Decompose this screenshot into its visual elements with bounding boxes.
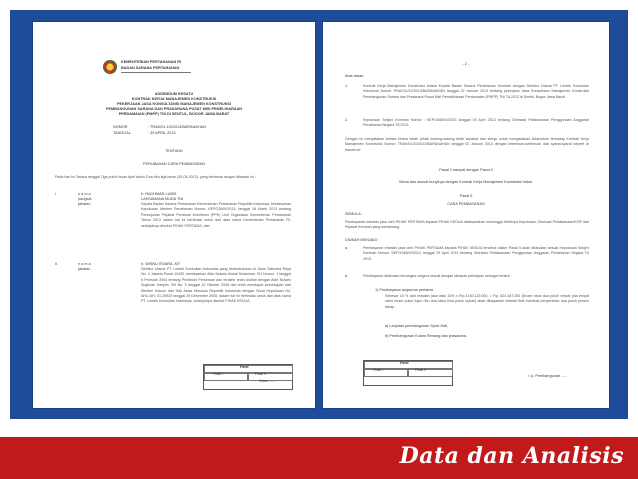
basis-item-2-number: 2. — [345, 118, 349, 122]
sama-text: Sama dan sesuai bunyinya dengan Kontrak Kerja Manajemen Konstruksi induk. — [398, 180, 534, 184]
party1-number: I. — [55, 192, 58, 196]
title-line-3: PEKERJAAN JASA KONSULTANSI MANAJEMEN KONSTRUKSI — [116, 102, 232, 106]
paraf-pihak2: Pihak II — [255, 372, 266, 376]
basis-item-2-text: Keputusan Sekjen Kemhan Nomor : KEP/1065/IV/2013 tanggal 29 April 2013 tentang Otorisasi Pelaksanaan Penggunaan Anggaran Pertahanan Negara TA 2013. — [363, 118, 589, 128]
banner-caption: Data dan Analisis — [399, 443, 624, 469]
diubah-label: DIUBAH MENJADI : — [345, 238, 380, 242]
party1-label-nama: n a m a — [78, 192, 91, 196]
pasal-5-heading: Pasal 5 — [459, 194, 473, 198]
document-page-2 — [323, 22, 609, 408]
installment-item-a: a) Lanjutan pembangunan Sport Hall, — [385, 324, 449, 328]
tanggal-value: : 30 APRIL 2013 — [148, 131, 176, 135]
page1-continuation: /Atas ....... — [259, 379, 277, 383]
page2-continuation: / c). Pembangunan ...... — [528, 374, 568, 378]
dengan-ini-paragraph: Dengan ini menyatakan bahwa kedua belah pihak masing-masing telah sepakat dan setuju untuk mengadakan Addendum terhadap Kontrak Kerja Manajemen Konstruksi Nomor: TRAK/01/10/2013/BARANAHAN tanggal 02 Januari 2013 dengan ketentuan-ketentuan dan syarat-syarat seperti di bawah ini: — [345, 137, 589, 152]
header-line-2: BADAN SARANA PERTAHANAN — [121, 66, 180, 70]
installment-1-heading: 1) Pembayaran angsuran pertama — [375, 288, 433, 292]
installment-item-b: b) Pembangunan Kolam Renang dan prasarana. — [385, 334, 467, 338]
party1-pangkat: LAKSAMANA MUDA TNI — [141, 197, 184, 201]
perubahan-heading: PERUBAHAN CARA PEMBAYARAN — [143, 162, 205, 166]
paraf-pihak2-page2: Pihak II — [415, 368, 426, 372]
party1-jabatan: Kepala Badan Sarana Pertahanan Kementerian Pertahanan Republik Indonesia, berdasarkan Keputusan Menteri Pertahanan Nomor: KEP/238/III/2013, tanggal 18 Maret 2013 tentang Penunjukan Pejabat Pembuat Komitmen (PPK) Unit Organisasi Kementerian Pertahanan Tahun 2013 dalam hal ini bertindak untuk dan atas nama Kementerian Pertahanan RI, selanjutnya disebut PIHAK PERTAMA, dan — [141, 202, 291, 228]
sub-item-a-number: a. — [345, 246, 349, 250]
paraf-pihak1: Pihak I — [213, 372, 223, 376]
title-line-4: PEMBANGUNAN SARANA DAN PRASARANA PUSAT MISI PEMELIHARAAN — [105, 107, 243, 111]
party2-nama: Ir. WISNU ISVARA, MT — [141, 262, 181, 266]
semula-label: SEMULA: — [345, 212, 362, 216]
paraf-pihak1-page2: Pihak I — [373, 368, 383, 372]
tanggal-label: TANGGAL — [113, 131, 131, 135]
party2-label-jabatan: jabatan — [78, 267, 91, 271]
party1-label-pangkat: pangkat — [78, 197, 92, 201]
paraf-header: Paraf — [240, 365, 249, 369]
sub-item-b-text: Pembayaran dilakukan berangsur-angsur sesuai dengan tahapan pekerjaan sebagai berikut : — [363, 274, 512, 278]
atas-dasar-label: Atas dasar : — [345, 74, 366, 78]
paraf-pihak1-cell-page2 — [364, 368, 409, 377]
semula-text: Pembayaran imbalan jasa oleh PIHAK PERTAMA kepada PIHAK KEDUA dilaksanakan menunggu terbitnya Keputusan Otorisasi Pelaksanaan/KOP dari Pejabat Kemhan yang berwenang. — [345, 220, 589, 230]
title-line-1: ADDENDUM KESATU — [154, 92, 194, 96]
paraf-header-page2: Paraf — [400, 361, 409, 365]
party1-nama: Ir. RACHMAD LUBIS — [141, 192, 177, 196]
document-page-1 — [33, 22, 315, 408]
party2-number: II. — [55, 262, 59, 266]
sub-item-b-number: b. — [345, 274, 349, 278]
party1-label-jabatan: jabatan — [78, 202, 91, 206]
page-number: - 2 - — [462, 62, 470, 66]
party2-jabatan: Direktur Utama PT. Lentek Konsultan Indonesia yang berkedudukan di Jalan Salemba Raya No. 4 Jakarta Pusat 10430, berdasarkan Akte Notaris Ainsal Sulaeman, SH Nomor: 1 tanggal 6 Pebruari 2004 tentang Pendirian Perseroan dan terakhir telah diubah dengan Akte Notaris Sugiman Hasyim, SH No. 5 tanggal 20 Oktober 2008 dan telah mendapat persetujuan dari Menteri Hukum dan Hak Asasi Manusia Republik Indonesia dengan Surat Keputusan No. AHU-AH. 01-25920 tanggal 29 Desember 2008, dalam hal ini bertindak untuk dan atas nama PT. Lentek Konsultan Indonesia, selanjutnya disebut PIHAK KEDUA. — [141, 267, 291, 304]
header-underline — [121, 72, 191, 73]
installment-1-text: Sebesar 15 % dari imbalan jasa atau 15% x Rp.4.163.115.000, = Rp. 624.467.250 (Enam ratus dua puluh empat juta empat ratus enam puluh tujuh ribu dua ratus lima puluh rupiah) akan dibayarkan setelah fisik eventual penyerahan dua puluh prosen tahap : — [385, 294, 589, 309]
nomor-value: : TRAK/01.1/0/2013/BARANAHAN — [148, 125, 206, 129]
party2-label-nama: n a m a — [78, 262, 91, 266]
intro-paragraph: Pada hari ini Selasa tanggal Tiga puluh bulan April tahun Dua ribu tiga belas (30-04-2013), yang bertanda tangan dibawah ini : — [55, 175, 256, 179]
cara-pembayaran-heading: CARA PEMBAYARAN — [447, 202, 485, 206]
tentang-heading: TENTANG — [165, 149, 183, 153]
paraf-pihak2-cell-page2 — [407, 368, 453, 377]
sub-item-a-text: Pembayaran imbalan jasa oleh PIHAK PERTAMA kepada PIHAK KEDUA tersebut dalam Pasal 5 akan dilakukan sesuai Keputusan Sekjen Kemhan Nomor: KEP/1065/IV/2013 tanggal 29 April 2013 tentang Otorisasi Pelaksanaan Penggunaan Anggaran Pertahanan Negara TA 2013. — [363, 246, 589, 261]
pasal-1-4-heading: Pasal 1 sampai dengan Pasal 4 — [439, 168, 493, 172]
basis-item-1-number: 1. — [345, 84, 349, 88]
paraf-pihak1-cell — [204, 372, 249, 381]
ministry-emblem-icon — [103, 60, 117, 74]
title-line-2: KONTRAK KERJA MANAJEMEN KONSTRUKSI — [131, 97, 217, 101]
basis-item-1-text: Kontrak Kerja Manajemen Konstruksi antara Kepala Badan Sarana Pertahanan Kemhan dengan Direktur Utama PT. Lentek Konsultan Indonesia Nomor TRAK/01/10/2013/BARANAHAN tanggal 02 Januari 2013 tentang pekerjaan Jasa Konsultansi Manajemen Konstruksi Pembangunan Sarana dan Prasarana Pusat Misi Pemeliharaan Perdamaian (PMPP) TNI TA 2013 di Sentul, Bogor Jawa Barat. — [363, 84, 589, 99]
title-line-5: PERDAMAIAN (PMPP) TNI DI SENTUL, BOGOR JAWA BARAT — [118, 112, 230, 116]
header-line-1: KEMENTERIAN PERTAHANAN RI — [121, 60, 182, 64]
nomor-label: NOMOR — [113, 125, 128, 129]
